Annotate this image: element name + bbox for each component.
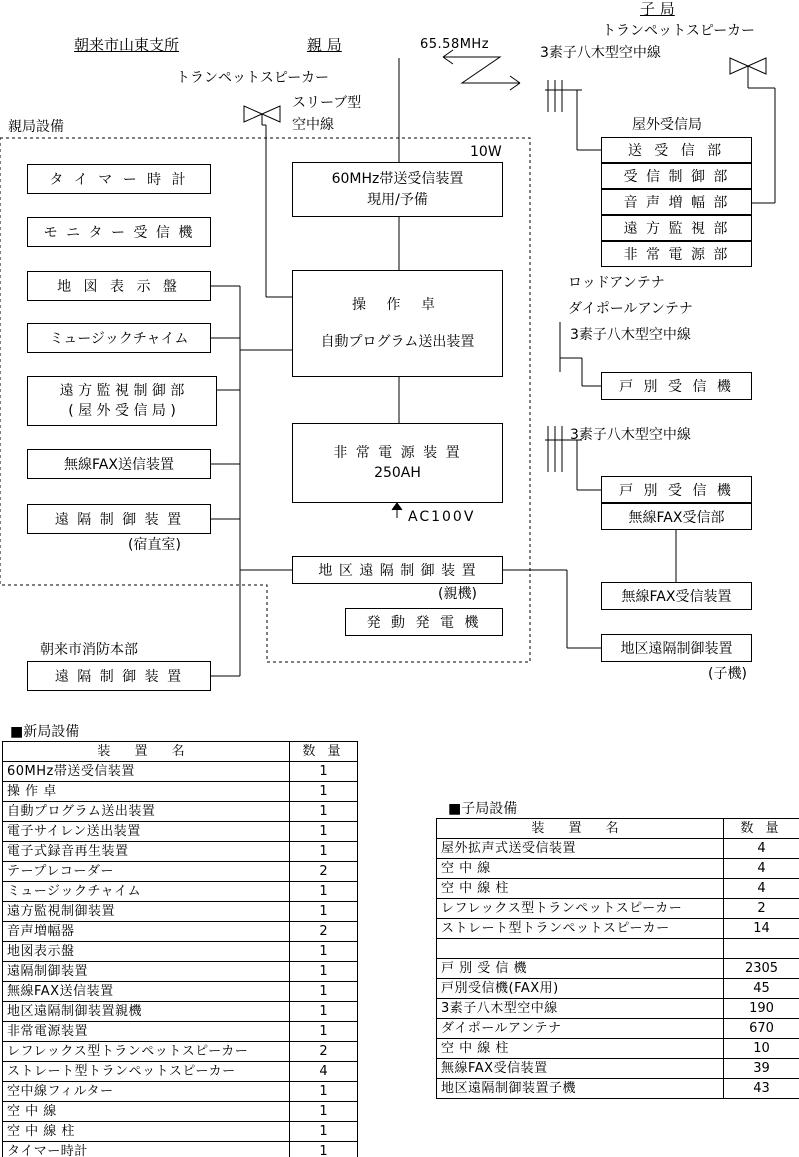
quantity-cell: 1	[290, 1022, 358, 1042]
table-row	[437, 859, 799, 879]
monitor-receiver-box: モ ニ タ ー 受 信 機	[27, 217, 211, 247]
table-row	[437, 919, 799, 939]
fire-hq-label: 朝来市消防本部	[40, 642, 138, 658]
child-station-label: 子 局	[640, 0, 675, 18]
emergency-power-line-1: 非 常 電 源 装 置	[333, 444, 462, 461]
yagi-antenna-label-top: 3素子八木型空中線	[540, 45, 661, 61]
device-name-cell: 地区遠隔制御装置親機	[3, 1002, 290, 1022]
quantity-cell: 43	[724, 1079, 799, 1099]
quantity-cell: 2305	[724, 959, 799, 979]
table-row	[3, 982, 358, 1002]
table-header-row	[437, 819, 799, 839]
household-receiver-box: 戸 別 受 信 機	[601, 372, 752, 400]
device-name-cell: 地区遠隔制御装置子機	[437, 1079, 724, 1099]
console-line-2: 自動プログラム送出装置	[320, 333, 475, 350]
quantity-cell: 1	[290, 982, 358, 1002]
sleeve-antenna-label-2: 空中線	[292, 117, 334, 133]
frequency-label: 65.58MHz	[420, 37, 490, 52]
new-station-equipment-table	[2, 741, 358, 1157]
transceiver-line-1: 60MHz帯送受信装置	[331, 171, 464, 188]
table-row	[437, 1059, 799, 1079]
device-name-cell: 空 中 線 柱	[3, 1122, 290, 1142]
remote-monitor-control-box	[27, 376, 217, 426]
power-10w-label: 10W	[470, 144, 502, 160]
trumpet-speaker-label-right: トランペットスピーカー	[602, 23, 756, 39]
wireless-fax-transmitter-box: 無線FAX送信装置	[27, 449, 211, 479]
header-quantity: 数 量	[290, 742, 358, 762]
parent-unit-label: (親機)	[438, 586, 477, 602]
device-name-cell: 操 作 卓	[3, 782, 290, 802]
quantity-cell: 1	[290, 802, 358, 822]
table-row	[437, 959, 799, 979]
table-row	[3, 762, 358, 782]
device-name-cell: ストレート型トランペットスピーカー	[3, 1062, 290, 1082]
outdoor-station-label: 屋外受信局	[632, 117, 702, 133]
device-name-cell: 地図表示盤	[3, 942, 290, 962]
console-box	[292, 270, 503, 377]
trumpet-speaker-label-left: トランペットスピーカー	[176, 70, 330, 86]
parent-equipment-label: 親局設備	[8, 119, 64, 135]
outdoor-unit-receive-control: 受 信 制 御 部	[601, 163, 752, 189]
device-name-cell: レフレックス型トランペットスピーカー	[3, 1042, 290, 1062]
quantity-cell: 45	[724, 979, 799, 999]
table-row	[3, 1082, 358, 1102]
table-row	[3, 782, 358, 802]
table-header-row	[3, 742, 358, 762]
table-row	[437, 999, 799, 1019]
quantity-cell: 2	[290, 862, 358, 882]
quantity-cell: 1	[290, 842, 358, 862]
transceiver-line-2: 現用/予備	[367, 191, 428, 208]
table-row	[3, 802, 358, 822]
quantity-cell: 190	[724, 999, 799, 1019]
device-name-cell: 無線FAX受信装置	[437, 1059, 724, 1079]
table-row	[3, 1102, 358, 1122]
table-row	[3, 1122, 358, 1142]
remote-monitor-line-2: ( 屋 外 受 信 局 )	[68, 403, 176, 419]
quantity-cell: 1	[290, 962, 358, 982]
quantity-cell: 1	[290, 822, 358, 842]
quantity-cell: 1	[290, 1122, 358, 1142]
quantity-cell: 39	[724, 1059, 799, 1079]
quantity-cell: 1	[290, 1142, 358, 1157]
table-row	[437, 979, 799, 999]
table-row	[3, 842, 358, 862]
quantity-cell: 2	[724, 899, 799, 919]
device-name-cell	[437, 939, 724, 959]
sleeve-antenna-label-1: スリーブ型	[292, 95, 362, 111]
device-name-cell: ミュージックチャイム	[3, 882, 290, 902]
wireless-fax-receiver-unit-box: 無線FAX受信部	[601, 503, 752, 530]
quantity-cell: 1	[290, 902, 358, 922]
device-name-cell: レフレックス型トランペットスピーカー	[437, 899, 724, 919]
household-receiver-fax-box: 戸 別 受 信 機	[601, 476, 752, 503]
table-row	[3, 942, 358, 962]
device-name-cell: 電子サイレン送出装置	[3, 822, 290, 842]
table-row	[3, 822, 358, 842]
device-name-cell: 空 中 線 柱	[437, 1039, 724, 1059]
table-row	[437, 1019, 799, 1039]
quantity-cell: 4	[724, 839, 799, 859]
table-row	[437, 839, 799, 859]
table-row	[3, 902, 358, 922]
device-name-cell: テープレコーダー	[3, 862, 290, 882]
quantity-cell: 10	[724, 1039, 799, 1059]
night-room-label: (宿直室)	[128, 537, 181, 553]
table-row	[3, 1002, 358, 1022]
quantity-cell: 1	[290, 762, 358, 782]
outdoor-unit-transceiver: 送 受 信 部	[601, 137, 752, 163]
child-station-equipment-table	[436, 818, 799, 1099]
device-name-cell: ダイポールアンテナ	[437, 1019, 724, 1039]
child-station-table-title: ■子局設備	[448, 801, 518, 817]
quantity-cell: 1	[290, 1102, 358, 1122]
quantity-cell: 4	[724, 859, 799, 879]
table-row	[3, 962, 358, 982]
table-row	[3, 1042, 358, 1062]
console-line-1: 操 作 卓	[352, 297, 443, 314]
device-name-cell: 戸別受信機(FAX用)	[437, 979, 724, 999]
header-quantity: 数 量	[724, 819, 799, 839]
district-remote-control-parent-box: 地 区 遠 隔 制 御 装 置	[292, 556, 503, 584]
device-name-cell: タイマー時計	[3, 1142, 290, 1157]
quantity-cell: 14	[724, 919, 799, 939]
outdoor-unit-emergency-power: 非 常 電 源 部	[601, 241, 752, 267]
device-name-cell: 60MHz帯送受信装置	[3, 762, 290, 782]
quantity-cell: 670	[724, 1019, 799, 1039]
device-name-cell: 屋外拡声式送受信装置	[437, 839, 724, 859]
table-row	[437, 1039, 799, 1059]
device-name-cell: 音声増幅器	[3, 922, 290, 942]
music-chime-box: ミュージックチャイム	[27, 323, 211, 353]
table-row	[3, 1062, 358, 1082]
device-name-cell: 3素子八木型空中線	[437, 999, 724, 1019]
timer-clock-box: タ イ マ ー 時 計	[27, 164, 211, 194]
device-name-cell: 自動プログラム送出装置	[3, 802, 290, 822]
new-station-table-title: ■新局設備	[10, 724, 80, 740]
quantity-cell: 1	[290, 1082, 358, 1102]
child-unit-label: (子機)	[708, 666, 747, 682]
device-name-cell: 無線FAX送信装置	[3, 982, 290, 1002]
outdoor-unit-remote-monitor: 遠 方 監 視 部	[601, 215, 752, 241]
table-row	[3, 922, 358, 942]
remote-monitor-line-1: 遠 方 監 視 制 御 部	[59, 382, 185, 399]
yagi-antenna-label-mid: 3素子八木型空中線	[570, 327, 691, 343]
branch-label: 朝来市山東支所	[74, 36, 180, 54]
dipole-antenna-label: ダイポールアンテナ	[568, 301, 693, 317]
table-row	[3, 882, 358, 902]
quantity-cell: 2	[290, 922, 358, 942]
device-name-cell: ストレート型トランペットスピーカー	[437, 919, 724, 939]
device-name-cell: 非常電源装置	[3, 1022, 290, 1042]
device-name-cell: 空 中 線 柱	[437, 879, 724, 899]
table-row	[437, 899, 799, 919]
district-remote-control-child-box: 地区遠隔制御装置	[601, 634, 752, 662]
device-name-cell: 空 中 線	[437, 859, 724, 879]
device-name-cell: 空中線フィルター	[3, 1082, 290, 1102]
device-name-cell: 電子式録音再生装置	[3, 842, 290, 862]
device-name-cell: 空 中 線	[3, 1102, 290, 1122]
quantity-cell	[724, 939, 799, 959]
yagi-antenna-label-low: 3素子八木型空中線	[570, 427, 691, 443]
header-device-name: 装 置 名	[3, 742, 290, 762]
table-row	[437, 939, 799, 959]
quantity-cell: 1	[290, 782, 358, 802]
remote-control-box: 遠 隔 制 御 装 置	[27, 504, 211, 534]
header-device-name: 装 置 名	[437, 819, 724, 839]
quantity-cell: 1	[290, 882, 358, 902]
device-name-cell: 遠方監視制御装置	[3, 902, 290, 922]
table-row	[437, 1079, 799, 1099]
table-row	[3, 1142, 358, 1157]
transceiver-60mhz-box	[292, 162, 503, 217]
table-row	[437, 879, 799, 899]
emergency-power-line-2: 250AH	[374, 465, 421, 481]
emergency-power-box	[292, 423, 503, 503]
quantity-cell: 1	[290, 1002, 358, 1022]
device-name-cell: 遠隔制御装置	[3, 962, 290, 982]
quantity-cell: 2	[290, 1042, 358, 1062]
map-panel-box: 地 図 表 示 盤	[27, 271, 211, 301]
quantity-cell: 1	[290, 942, 358, 962]
quantity-cell: 4	[290, 1062, 358, 1082]
parent-station-label: 親 局	[307, 36, 342, 54]
quantity-cell: 4	[724, 879, 799, 899]
wireless-fax-receiver-box: 無線FAX受信装置	[601, 582, 752, 610]
table-row	[3, 1022, 358, 1042]
ac100v-label: AC100V	[408, 509, 476, 525]
fire-hq-remote-control-box: 遠 隔 制 御 装 置	[27, 661, 211, 691]
generator-box: 発 動 発 電 機	[345, 608, 503, 636]
device-name-cell: 戸 別 受 信 機	[437, 959, 724, 979]
rod-antenna-label: ロッドアンテナ	[568, 275, 665, 291]
outdoor-unit-amplifier: 音 声 増 幅 部	[601, 189, 752, 215]
table-row	[3, 862, 358, 882]
